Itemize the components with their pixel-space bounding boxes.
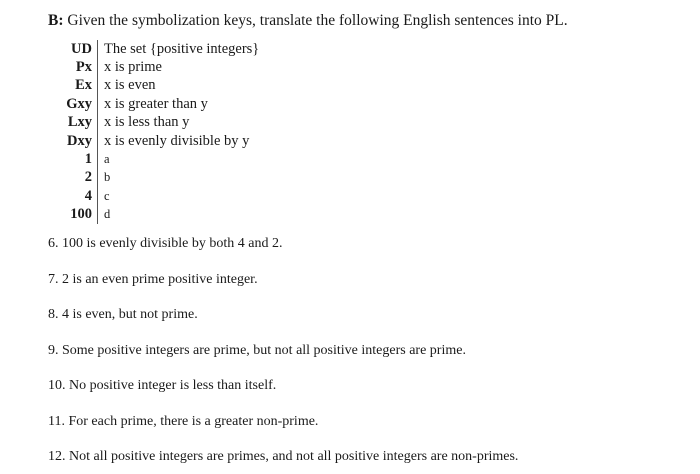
key-symbol: Dxy — [60, 132, 98, 150]
sentence-item: 6. 100 is evenly divisible by both 4 and 2. — [48, 236, 283, 251]
key-symbol: Gxy — [60, 95, 98, 113]
section-heading — [48, 12, 568, 30]
key-symbol: UD — [60, 40, 98, 58]
key-meaning: b — [104, 170, 111, 185]
section-label: B: — [48, 12, 64, 29]
key-meaning: x is less than y — [104, 114, 190, 131]
sentence-item: 10. No positive integer is less than itself. — [48, 378, 277, 393]
section-instruction: Given the symbolization keys, translate the following English sentences into PL. — [67, 12, 568, 29]
key-row — [60, 150, 259, 168]
key-meaning: a — [104, 152, 110, 167]
key-symbol: Lxy — [60, 114, 98, 132]
key-meaning: d — [104, 207, 111, 222]
key-meaning: The set {positive integers} — [104, 40, 260, 57]
sentence-item: 12. Not all positive integers are primes, and not all positive integers are non-primes. — [48, 449, 519, 464]
symbolization-key-table — [60, 40, 259, 224]
key-meaning: c — [104, 188, 110, 203]
key-meaning: x is prime — [104, 59, 162, 76]
sentence-item: 9. Some positive integers are prime, but not all positive integers are prime. — [48, 343, 466, 358]
key-meaning: x is even — [104, 77, 156, 94]
key-row — [60, 169, 259, 187]
key-symbol: 2 — [60, 169, 98, 187]
key-symbol: 4 — [60, 187, 98, 205]
key-row — [60, 114, 259, 132]
key-row — [60, 206, 259, 224]
sentence-item: 11. For each prime, there is a greater non-prime. — [48, 414, 319, 429]
key-row — [60, 58, 259, 76]
key-row — [60, 132, 259, 150]
key-meaning: x is greater than y — [104, 95, 208, 112]
sentence-item: 7. 2 is an even prime positive integer. — [48, 272, 258, 287]
key-row — [60, 95, 259, 113]
key-meaning: x is evenly divisible by y — [104, 132, 250, 149]
key-row — [60, 187, 259, 205]
key-symbol: Ex — [60, 77, 98, 95]
key-symbol: 1 — [60, 150, 98, 168]
key-symbol: Px — [60, 58, 98, 76]
key-row — [60, 40, 259, 58]
sentence-item: 8. 4 is even, but not prime. — [48, 307, 198, 322]
key-symbol: 100 — [60, 206, 98, 224]
key-row — [60, 77, 259, 95]
